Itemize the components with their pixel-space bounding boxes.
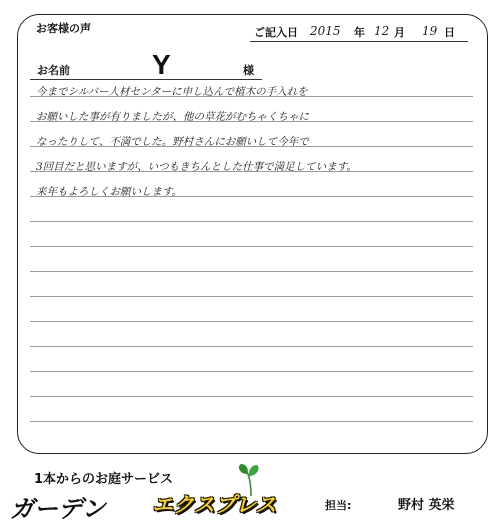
staff-name: 野村 英栄 [398, 498, 455, 513]
brand-name-highlight: エクスプレス [152, 493, 277, 517]
date-month-unit: 月 [394, 26, 405, 39]
date-year-unit: 年 [354, 26, 365, 39]
brand-name: ガーデン [10, 495, 106, 523]
message-line: なったりして、不満でした。野村さんにお願いして今年で [36, 136, 309, 148]
ruled-line [30, 371, 473, 372]
ruled-line [30, 346, 473, 347]
name-label: お名前 [37, 64, 70, 77]
date-year: 2015 [310, 24, 341, 38]
date-month: 12 [374, 24, 390, 38]
staff-label: 担当: [325, 499, 352, 512]
brand-tagline: 1本からのお庭サービス [34, 472, 174, 487]
date-label: ご記入日 [254, 26, 298, 39]
name-honorific: 様 [243, 64, 254, 77]
message-line: 来年もよろしくお願いします。 [36, 186, 183, 198]
message-line: お願いした事が有りましたが、他の草花がむちゃくちゃに [36, 111, 309, 123]
message-line: 今までシルバー人材センターに申し込んで植木の手入れを [36, 86, 308, 98]
leaf-logo-icon [233, 462, 269, 496]
date-day-unit: 日 [444, 26, 455, 39]
ruled-line [30, 396, 473, 397]
ruled-line [30, 271, 473, 272]
testimonial-card [17, 14, 488, 454]
ruled-line [30, 221, 473, 222]
ruled-line [30, 296, 473, 297]
ruled-line [30, 421, 473, 422]
name-field [30, 49, 262, 80]
card-title: お客様の声 [36, 22, 91, 35]
ruled-line [30, 246, 473, 247]
date-field [250, 24, 468, 42]
message-line: 3回目だと思いますが、いつもきちんとした仕事で満足しています。 [36, 161, 357, 173]
date-day: 19 [422, 24, 438, 38]
ruled-line [30, 321, 473, 322]
customer-name: Y [152, 49, 171, 80]
